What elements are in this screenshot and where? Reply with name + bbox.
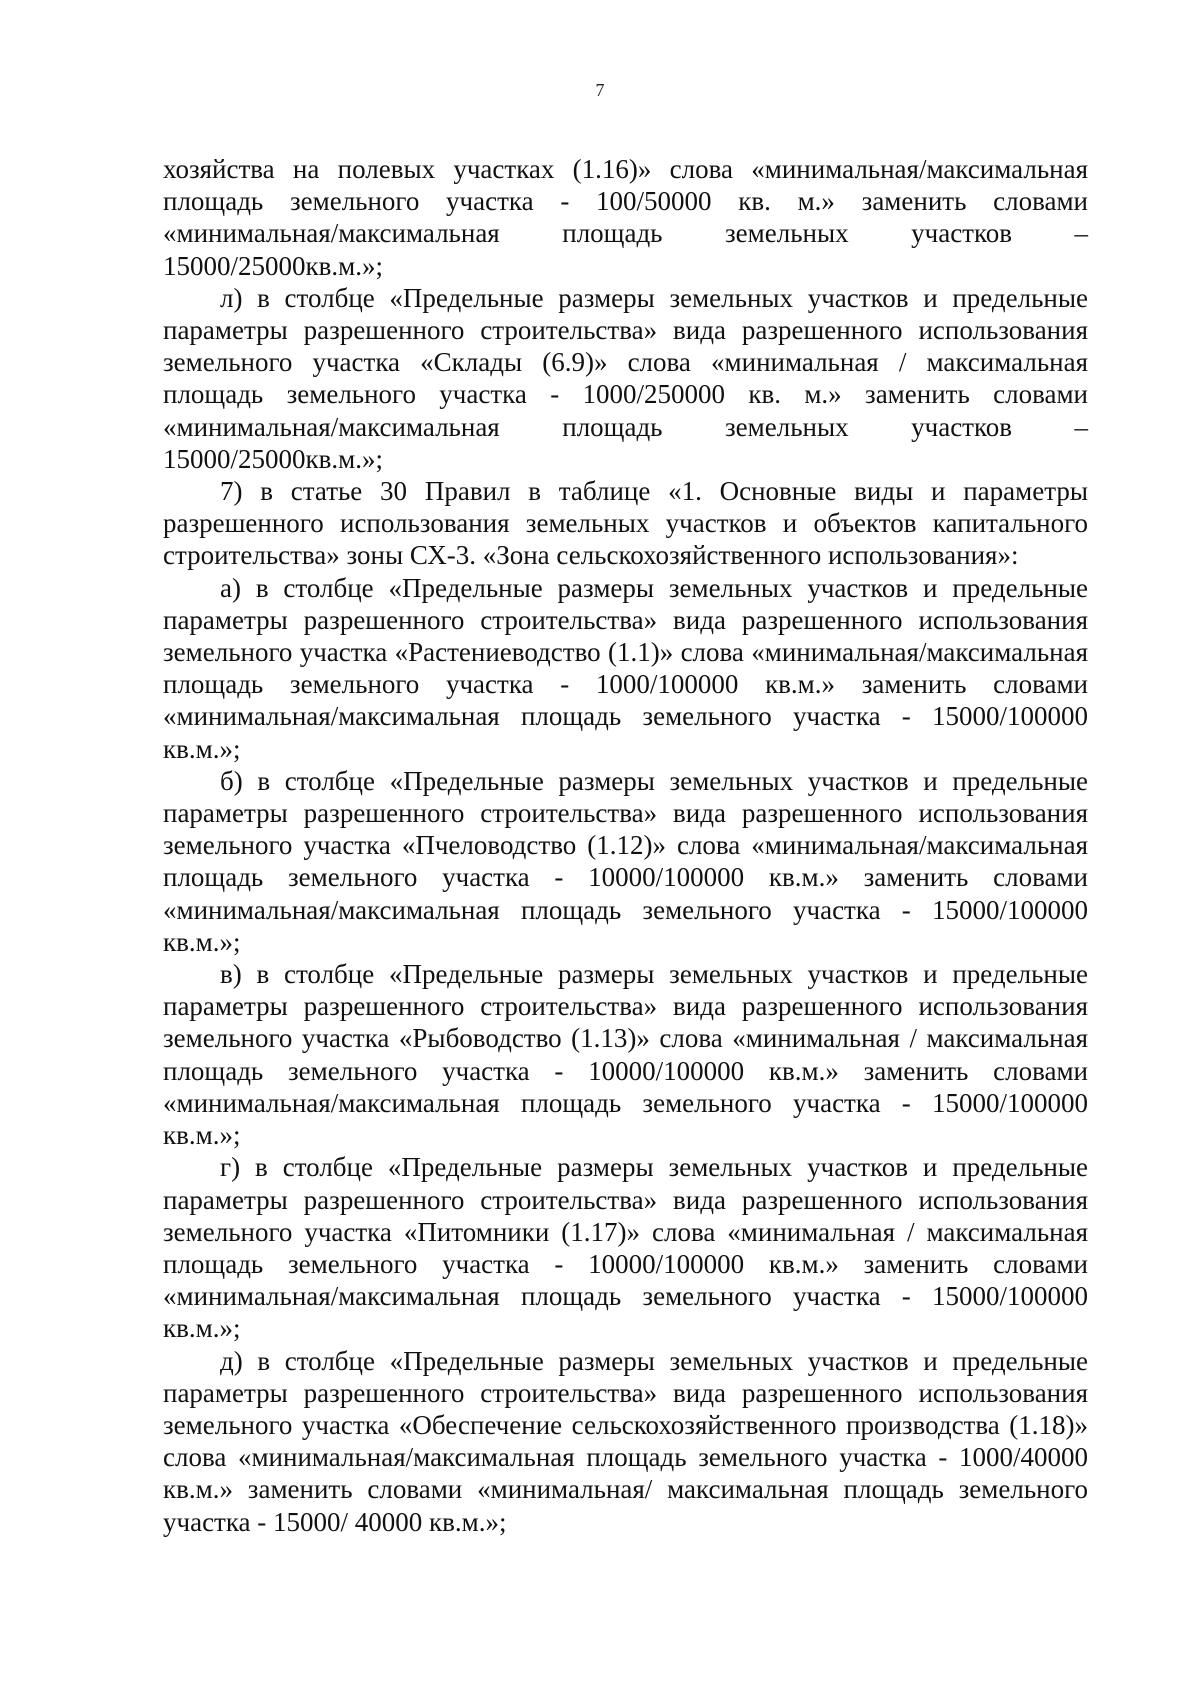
paragraph-item-g: г) в столбце «Предельные размеры земельных участков и предельные параметры разрешенного строительства» вида разрешенного использования земельного участка «Питомники (1.17)» слова «минимальная / максимальная площадь земельного участка - 10000/100000 кв.м.» заменить словами «минимальная/максимальная площадь земельного участка - 15000/100000 кв.м.»;: [163, 1152, 1088, 1344]
page-number: 7: [595, 80, 605, 100]
paragraph-item-l: л) в столбце «Предельные размеры земельных участков и предельные параметры разрешенного строительства» вида разрешенного использования земельного участка «Склады (6.9)» слова «минимальная / максимальная площадь земельного участка - 1000/250000 кв. м.» заменить словами «минимальная/максимальная площадь земельных участков – 15000/25000кв.м.»;: [163, 282, 1088, 474]
document-body: [163, 153, 1088, 1538]
paragraph-item-7: 7) в статье 30 Правил в таблице «1. Основные виды и параметры разрешенного использования земельных участков и объектов капитального строительства» зоны СХ-3. «Зона сельскохозяйственного использования»:: [163, 476, 1088, 571]
paragraph-item-a: а) в столбце «Предельные размеры земельных участков и предельные параметры разрешенного строительства» вида разрешенного использования земельного участка «Растениеводство (1.1)» слова «минимальная/максимальная площадь земельного участка - 1000/100000 кв.м.» заменить словами «минимальная/максимальная площадь земельного участка - 15000/100000 кв.м.»;: [163, 572, 1088, 764]
paragraph-item-d: д) в столбце «Предельные размеры земельных участков и предельные параметры разрешенного строительства» вида разрешенного использования земельного участка «Обеспечение сельскохозяйственного производства (1.18)» слова «минимальная/максимальная площадь земельного участка - 1000/40000 кв.м.» заменить словами «минимальная/ максимальная площадь земельного участка - 15000/ 40000 кв.м.»;: [163, 1345, 1088, 1537]
paragraph-item-b: б) в столбце «Предельные размеры земельных участков и предельные параметры разрешенного строительства» вида разрешенного использования земельного участка «Пчеловодство (1.12)» слова «минимальная/максимальная площадь земельного участка - 10000/100000 кв.м.» заменить словами «минимальная/максимальная площадь земельного участка - 15000/100000 кв.м.»;: [163, 765, 1088, 957]
paragraph-continuation: хозяйства на полевых участках (1.16)» слова «минимальная/максимальная площадь земельного участка - 100/50000 кв. м.» заменить словами «минимальная/максимальная площадь земельных участков – 15000/25000кв.м.»;: [163, 154, 1088, 281]
paragraph-item-v: в) в столбце «Предельные размеры земельных участков и предельные параметры разрешенного строительства» вида разрешенного использования земельного участка «Рыбоводство (1.13)» слова «минимальная / максимальная площадь земельного участка - 10000/100000 кв.м.» заменить словами «минимальная/максимальная площадь земельного участка - 15000/100000 кв.м.»;: [163, 959, 1088, 1151]
